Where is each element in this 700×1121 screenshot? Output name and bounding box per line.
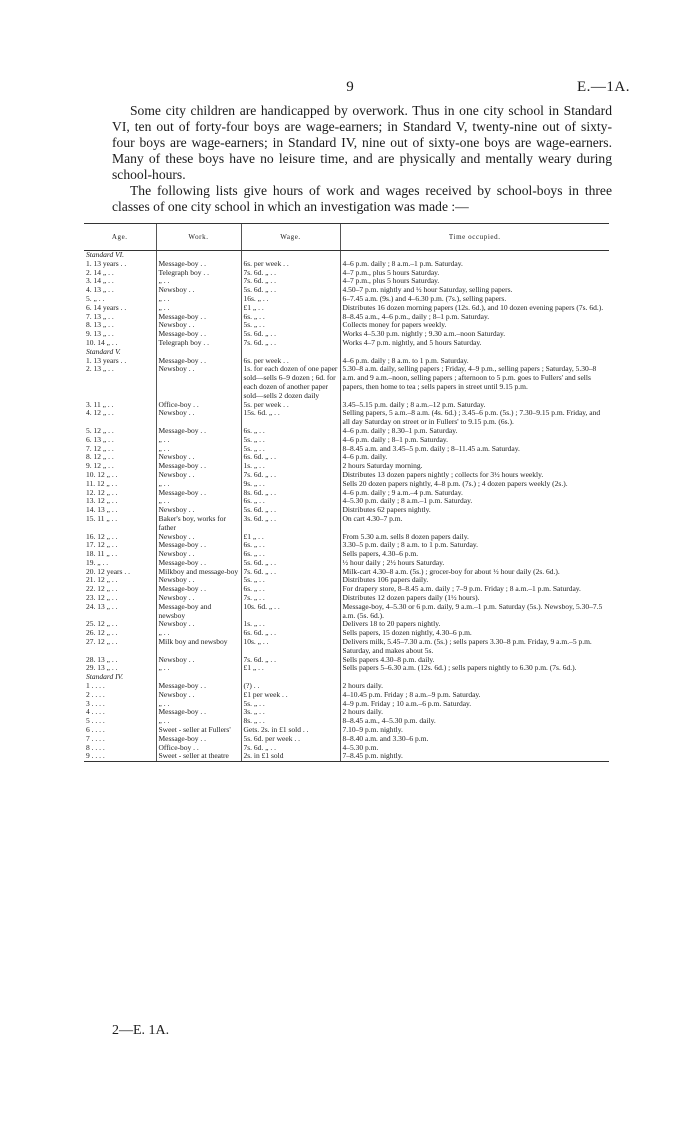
wage-cell: 6s. „ . . bbox=[241, 427, 340, 436]
table-row bbox=[84, 409, 609, 427]
age-cell: 11. 12 „ . . bbox=[86, 478, 118, 488]
wage-cell: 1s. „ . . bbox=[241, 620, 340, 629]
work-cell: Milk boy and newsboy bbox=[156, 638, 241, 656]
work-cell: Message-boy . . bbox=[156, 682, 241, 691]
table-row bbox=[84, 339, 609, 348]
wage-cell: 10s. 6d. „ . . bbox=[241, 603, 340, 621]
header-work: Work. bbox=[156, 224, 241, 251]
time-cell: 8–8.45 a.m. and 3.45–5 p.m. daily ; 8–11.45 a.m. Saturday. bbox=[340, 445, 609, 454]
table-body bbox=[84, 251, 609, 762]
age-cell: 6. 14 years . . bbox=[86, 302, 127, 312]
time-cell: 2 hours daily. bbox=[340, 682, 609, 691]
work-cell: Newsboy . . bbox=[156, 550, 241, 559]
header-time: Time occupied. bbox=[340, 224, 609, 251]
age-cell: 4. 13 „ . . bbox=[86, 285, 114, 295]
work-cell: Newsboy . . bbox=[156, 533, 241, 542]
table-row bbox=[84, 603, 609, 621]
wage-cell: £1 per week . . bbox=[241, 691, 340, 700]
work-cell: Sweet - seller at theatre bbox=[156, 752, 241, 761]
time-cell: 6–7.45 a.m. (9s.) and 4–6.30 p.m. (7s.), selling papers. bbox=[340, 295, 609, 304]
work-cell: Message-boy . . bbox=[156, 541, 241, 550]
age-cell: 16. 12 „ . . bbox=[86, 531, 118, 541]
work-cell: Message-boy . . bbox=[156, 313, 241, 322]
wage-cell: Gets. 2s. in £1 sold . . bbox=[241, 726, 340, 735]
time-cell: 4–6 p.m. daily ; 8.30–1 p.m. Saturday. bbox=[340, 427, 609, 436]
wage-cell: 3s. 6d. „ . . bbox=[241, 515, 340, 533]
work-cell: Message-boy . . bbox=[156, 462, 241, 471]
wage-cell: 7s. „ . . bbox=[241, 594, 340, 603]
age-cell: 7. 12 „ . . bbox=[86, 443, 114, 453]
work-cell: Newsboy . . bbox=[156, 506, 241, 515]
series-code: E.—1A. bbox=[577, 79, 630, 95]
time-cell: Delivers 18 to 20 papers nightly. bbox=[340, 620, 609, 629]
time-cell: 4–5.30 p.m. daily ; 8 a.m.–1 p.m. Saturday. bbox=[340, 497, 609, 506]
age-cell: 4. 12 „ . . bbox=[86, 408, 114, 418]
time-cell: 4–6 p.m. daily. bbox=[340, 453, 609, 462]
age-cell: 5. „ . . bbox=[86, 293, 105, 303]
age-cell: 23. 12 „ . . bbox=[86, 593, 118, 603]
time-cell: On cart 4.30–7 p.m. bbox=[340, 515, 609, 533]
time-cell: 2 hours Saturday morning. bbox=[340, 462, 609, 471]
wage-cell: 6s. per week . . bbox=[241, 357, 340, 366]
wage-cell: 1s. for each dozen of one paper sold—sells 6–9 dozen ; 6d. for each dozen of another paper sold—sells 2 dozen daily bbox=[241, 365, 340, 400]
work-cell: Message-boy . . bbox=[156, 708, 241, 717]
work-cell: Newsboy . . bbox=[156, 656, 241, 665]
age-cell: 26. 12 „ . . bbox=[86, 628, 118, 638]
wage-cell: £1 „ . . bbox=[241, 664, 340, 673]
time-cell: Collects money for papers weekly. bbox=[340, 321, 609, 330]
time-cell: 8–8.45 a.m., 4–6 p.m., daily ; 8–1 p.m. Saturday. bbox=[340, 313, 609, 322]
work-cell: Office-boy . . bbox=[156, 744, 241, 753]
wage-cell: 5s. „ . . bbox=[241, 445, 340, 454]
time-cell: For drapery store, 8–8.45 a.m. daily ; 7–9 p.m. Friday ; 8 a.m.–1 p.m. Saturday. bbox=[340, 585, 609, 594]
work-cell: Message-boy . . bbox=[156, 427, 241, 436]
wage-cell: 5s. per week . . bbox=[241, 401, 340, 410]
time-cell: Milk-cart 4.30–8 a.m. (5s.) ; grocer-boy for about ½ hour daily (2s. 6d.). bbox=[340, 568, 609, 577]
time-cell: 4.50–7 p.m. nightly and ½ hour Saturday, selling papers. bbox=[340, 286, 609, 295]
age-cell: 7 . . . . bbox=[86, 733, 105, 743]
age-cell: 8. 13 „ . . bbox=[86, 320, 114, 330]
age-cell: 25. 12 „ . . bbox=[86, 619, 118, 629]
wage-cell: (?) . . bbox=[241, 682, 340, 691]
time-cell: 7–8.45 p.m. nightly. bbox=[340, 752, 609, 761]
table-header-row bbox=[84, 224, 609, 251]
time-cell: Sells papers, 15 dozen nightly, 4.30–6 p.m. bbox=[340, 629, 609, 638]
work-cell: „ . . bbox=[156, 497, 241, 506]
wage-cell: 6s. „ . . bbox=[241, 585, 340, 594]
time-cell: 5.30–8 a.m. daily, selling papers ; Friday, 4–9 p.m., selling papers ; Saturday, 5.30–8 a.m. and 9 a.m.–noon, selling papers ; afternoon to 5 p.m. goes to Fullers' and sells papers, then home to tea ; sells papers in street until 9.15 p.m. bbox=[340, 365, 609, 400]
wage-cell: £1 „ . . bbox=[241, 304, 340, 313]
section-heading: Standard IV. bbox=[86, 672, 124, 682]
age-cell: 9 . . . . bbox=[84, 752, 156, 761]
age-cell: 13. 12 „ . . bbox=[86, 496, 118, 506]
work-cell: Newsboy . . bbox=[156, 365, 241, 400]
page-number: 9 bbox=[346, 79, 354, 95]
time-cell: Works 4–7 p.m. nightly, and 5 hours Saturday. bbox=[340, 339, 609, 348]
wage-cell: 5s. „ . . bbox=[241, 436, 340, 445]
time-cell: 3.30–5 p.m. daily ; 8 a.m. to 1 p.m. Saturday. bbox=[340, 541, 609, 550]
time-cell: Distributes 62 papers nightly. bbox=[340, 506, 609, 515]
time-cell: Distributes 12 dozen papers daily (1½ hours). bbox=[340, 594, 609, 603]
age-cell: 5 . . . . bbox=[86, 716, 105, 726]
table-row bbox=[84, 515, 609, 533]
wage-cell: 7s. 6d. „ . . bbox=[241, 656, 340, 665]
wage-cell: 5s. 6d. „ . . bbox=[241, 506, 340, 515]
work-cell: „ . . bbox=[156, 480, 241, 489]
wage-cell: £1 „ . . bbox=[241, 533, 340, 542]
work-cell: Message-boy . . bbox=[156, 357, 241, 366]
time-cell: Works 4–5.30 p.m. nightly ; 9.30 a.m.–noon Saturday. bbox=[340, 330, 609, 339]
wage-cell: 5s. „ . . bbox=[241, 321, 340, 330]
work-cell: Telegraph boy . . bbox=[156, 269, 241, 278]
work-cell: „ . . bbox=[156, 717, 241, 726]
work-cell: Newsboy . . bbox=[156, 594, 241, 603]
time-cell: Distributes 13 dozen papers nightly ; collects for 3½ hours weekly. bbox=[340, 471, 609, 480]
work-cell: „ . . bbox=[156, 664, 241, 673]
work-cell: Newsboy . . bbox=[156, 576, 241, 585]
work-cell: „ . . bbox=[156, 436, 241, 445]
wage-cell: 7s. 6d. „ . . bbox=[241, 744, 340, 753]
age-cell: 20. 12 years . . bbox=[86, 566, 130, 576]
time-cell: Delivers milk, 5.45–7.30 a.m. (5s.) ; sells papers 3.30–8 p.m. Friday, 9 a.m.–5 p.m. Saturday, and makes about 5s. bbox=[340, 638, 609, 656]
work-cell: Message-boy and newsboy bbox=[156, 603, 241, 621]
age-cell: 2 . . . . bbox=[86, 689, 105, 699]
age-cell: 1. 13 years . . bbox=[86, 258, 127, 268]
wage-cell: 10s. „ . . bbox=[241, 638, 340, 656]
wage-cell: 2s. in £1 sold bbox=[241, 752, 340, 761]
time-cell: 4–6 p.m. daily ; 8 a.m.–1 p.m. Saturday. bbox=[340, 260, 609, 269]
intro-paragraph: Some city children are handicapped by overwork. Thus in one city school in Standard VI, ten out of forty-four boys are wage-earners; in Standard V, twenty-nine out of sixty-four boys are wage-earners; in Standard IV, nine out of sixty-one boys are wage-earners. Many of these boys have no leisure time, and are physically and mentally weary during school-hours. bbox=[112, 103, 612, 182]
wage-cell: 3s. „ . . bbox=[241, 708, 340, 717]
age-cell: 2. 13 „ . . bbox=[86, 364, 114, 374]
time-cell: Distributes 16 dozen morning papers (12s. 6d.), and 10 dozen evening papers (7s. 6d.). bbox=[340, 304, 609, 313]
wage-cell: 5s. „ . . bbox=[241, 700, 340, 709]
section-heading: Standard V. bbox=[86, 346, 121, 356]
time-cell: Sells papers 5–6.30 a.m. (12s. 6d.) ; sells papers nightly to 6.30 p.m. (7s. 6d.). bbox=[340, 664, 609, 673]
work-cell: Newsboy . . bbox=[156, 471, 241, 480]
work-cell: Message-boy . . bbox=[156, 559, 241, 568]
time-cell: Sells papers, 4.30–6 p.m. bbox=[340, 550, 609, 559]
work-cell: Message-boy . . bbox=[156, 489, 241, 498]
time-cell: 4–7 p.m., plus 5 hours Saturday. bbox=[340, 277, 609, 286]
work-cell: Message-boy . . bbox=[156, 585, 241, 594]
wage-cell: 6s. per week . . bbox=[241, 260, 340, 269]
age-cell: 10. 12 „ . . bbox=[86, 469, 118, 479]
age-cell: 7. 13 „ . . bbox=[86, 311, 114, 321]
work-cell: „ . . bbox=[156, 629, 241, 638]
time-cell: ½ hour daily ; 2½ hours Saturday. bbox=[340, 559, 609, 568]
wage-cell: 7s. 6d. „ . . bbox=[241, 269, 340, 278]
age-cell: 6 . . . . bbox=[86, 725, 105, 735]
wage-cell: 1s. „ . . bbox=[241, 462, 340, 471]
work-cell: Newsboy . . bbox=[156, 620, 241, 629]
wage-cell: 7s. 6d. „ . . bbox=[241, 339, 340, 348]
wage-cell: 7s. 6d. „ . . bbox=[241, 568, 340, 577]
wage-cell: 5s. „ . . bbox=[241, 576, 340, 585]
age-cell: 27. 12 „ . . bbox=[86, 637, 118, 647]
wage-cell: 9s. „ . . bbox=[241, 480, 340, 489]
wage-cell: 7s. 6d. „ . . bbox=[241, 277, 340, 286]
time-cell: 4–10.45 p.m. Friday ; 8 a.m.–9 p.m. Saturday. bbox=[340, 691, 609, 700]
wage-cell: 6s. „ . . bbox=[241, 313, 340, 322]
signature-mark: 2—E. 1A. bbox=[112, 1023, 170, 1038]
age-cell: 5. 12 „ . . bbox=[86, 425, 114, 435]
age-cell: 8 . . . . bbox=[86, 742, 105, 752]
age-cell: 3. 11 „ . . bbox=[86, 399, 114, 409]
wage-cell: 8s. „ . . bbox=[241, 717, 340, 726]
work-cell: Message-boy . . bbox=[156, 260, 241, 269]
wage-cell: 8s. 6d. „ . . bbox=[241, 489, 340, 498]
age-cell: 22. 12 „ . . bbox=[86, 584, 118, 594]
age-cell: 18. 11 „ . . bbox=[86, 549, 118, 559]
work-cell: Office-boy . . bbox=[156, 401, 241, 410]
work-cell: „ . . bbox=[156, 277, 241, 286]
work-cell: „ . . bbox=[156, 445, 241, 454]
time-cell: 4–9 p.m. Friday ; 10 a.m.–6 p.m. Saturday. bbox=[340, 700, 609, 709]
time-cell: 4–6 p.m. daily ; 8 a.m. to 1 p.m. Saturday. bbox=[340, 357, 609, 366]
time-cell: Selling papers, 5 a.m.–8 a.m. (4s. 6d.) ; 3.45–6 p.m. (5s.) ; 7.30–9.15 p.m. Friday, and all day Saturday on street or in Fullers' to 9.15 p.m. (6s.). bbox=[340, 409, 609, 427]
wage-cell: 16s. „ . . bbox=[241, 295, 340, 304]
time-cell: 8–8.45 a.m., 4–5.30 p.m. daily. bbox=[340, 717, 609, 726]
age-cell: 29. 13 „ . . bbox=[86, 663, 118, 673]
intro-paragraph: The following lists give hours of work and wages received by school-boys in three classes of one city school in which an investigation was made :— bbox=[112, 183, 612, 214]
intro-text bbox=[112, 103, 612, 215]
work-cell: Milkboy and message-boy bbox=[156, 568, 241, 577]
age-cell: 8. 12 „ . . bbox=[86, 452, 114, 462]
header-wage: Wage. bbox=[241, 224, 340, 251]
table-row bbox=[84, 664, 609, 673]
work-cell: Newsboy . . bbox=[156, 286, 241, 295]
wage-cell: 7s. 6d. „ . . bbox=[241, 471, 340, 480]
age-cell: 24. 13 „ . . bbox=[86, 601, 118, 611]
age-cell: 17. 12 „ . . bbox=[86, 540, 118, 550]
time-cell: 4–7 p.m., plus 5 hours Saturday. bbox=[340, 269, 609, 278]
wage-cell: 6s. „ . . bbox=[241, 550, 340, 559]
time-cell: Sells papers 4.30–8 p.m. daily. bbox=[340, 656, 609, 665]
wage-cell: 5s. 6d. „ . . bbox=[241, 559, 340, 568]
time-cell: Sells 20 dozen papers nightly, 4–8 p.m. (7s.) ; 4 dozen papers weekly (2s.). bbox=[340, 480, 609, 489]
table-row bbox=[84, 752, 609, 761]
age-cell: 9. 12 „ . . bbox=[86, 461, 114, 471]
time-cell: 4–5.30 p.m. bbox=[340, 744, 609, 753]
age-cell: 6. 13 „ . . bbox=[86, 434, 114, 444]
work-cell: Newsboy . . bbox=[156, 409, 241, 427]
work-cell: Sweet - seller at Fullers' bbox=[156, 726, 241, 735]
age-cell: 2. 14 „ . . bbox=[86, 267, 114, 277]
time-cell: 8–8.40 a.m. and 3.30–6 p.m. bbox=[340, 735, 609, 744]
time-cell: 4–6 p.m. daily ; 9 a.m.–4 p.m. Saturday. bbox=[340, 489, 609, 498]
wage-cell: 5s. 6d. per week . . bbox=[241, 735, 340, 744]
wage-cell: 5s. 6d. „ . . bbox=[241, 286, 340, 295]
age-cell: 12. 12 „ . . bbox=[86, 487, 118, 497]
time-cell: From 5.30 a.m. sells 8 dozen papers daily. bbox=[340, 533, 609, 542]
section-heading: Standard VI. bbox=[86, 250, 125, 259]
age-cell: 4 . . . . bbox=[86, 707, 105, 717]
work-cell: Telegraph boy . . bbox=[156, 339, 241, 348]
age-cell: 1. 13 years . . bbox=[86, 355, 127, 365]
work-cell: Newsboy . . bbox=[156, 453, 241, 462]
age-cell: 21. 12 „ . . bbox=[86, 575, 118, 585]
wage-cell: 15s. 6d. „ . . bbox=[241, 409, 340, 427]
age-cell: 19. „ . . bbox=[86, 557, 109, 567]
work-cell: Newsboy . . bbox=[156, 691, 241, 700]
age-cell: 10. 14 „ . . bbox=[86, 337, 118, 347]
work-cell: Newsboy . . bbox=[156, 321, 241, 330]
header-age: Age. bbox=[84, 224, 156, 251]
time-cell: 7.10–9 p.m. nightly. bbox=[340, 726, 609, 735]
occupation-table bbox=[84, 223, 609, 762]
work-cell: Message-boy . . bbox=[156, 330, 241, 339]
age-cell: 28. 13 „ . . bbox=[86, 654, 118, 664]
time-cell: 3.45–5.15 p.m. daily ; 8 a.m.–12 p.m. Saturday. bbox=[340, 401, 609, 410]
time-cell: 2 hours daily. bbox=[340, 708, 609, 717]
work-cell: Baker's boy, works for father bbox=[156, 515, 241, 533]
table-row bbox=[84, 365, 609, 400]
wage-cell: 6s. 6d. „ . . bbox=[241, 629, 340, 638]
age-cell: 1 . . . . bbox=[86, 681, 105, 691]
time-cell: 4–6 p.m. daily ; 8–1 p.m. Saturday. bbox=[340, 436, 609, 445]
wage-cell: 6s. 6d. „ . . bbox=[241, 453, 340, 462]
age-cell: 14. 13 „ . . bbox=[86, 505, 118, 515]
work-cell: „ . . bbox=[156, 304, 241, 313]
wage-cell: 6s. „ . . bbox=[241, 497, 340, 506]
wage-cell: 5s. 6d. „ . . bbox=[241, 330, 340, 339]
work-cell: Message-boy . . bbox=[156, 735, 241, 744]
age-cell: 3. 14 „ . . bbox=[86, 276, 114, 286]
time-cell: Message-boy, 4–5.30 or 6 p.m. daily, 9 a.m.–1 p.m. Saturday (5s.). Newsboy, 5.30–7.5 a.m. (5s. 6d.). bbox=[340, 603, 609, 621]
work-cell: „ . . bbox=[156, 295, 241, 304]
wage-cell: 6s. „ . . bbox=[241, 541, 340, 550]
age-cell: 3 . . . . bbox=[86, 698, 105, 708]
table-row bbox=[84, 638, 609, 656]
age-cell: 9. 13 „ . . bbox=[86, 329, 114, 339]
time-cell: Distributes 106 papers daily. bbox=[340, 576, 609, 585]
work-cell: „ . . bbox=[156, 700, 241, 709]
age-cell: 15. 11 „ . . bbox=[86, 513, 118, 523]
